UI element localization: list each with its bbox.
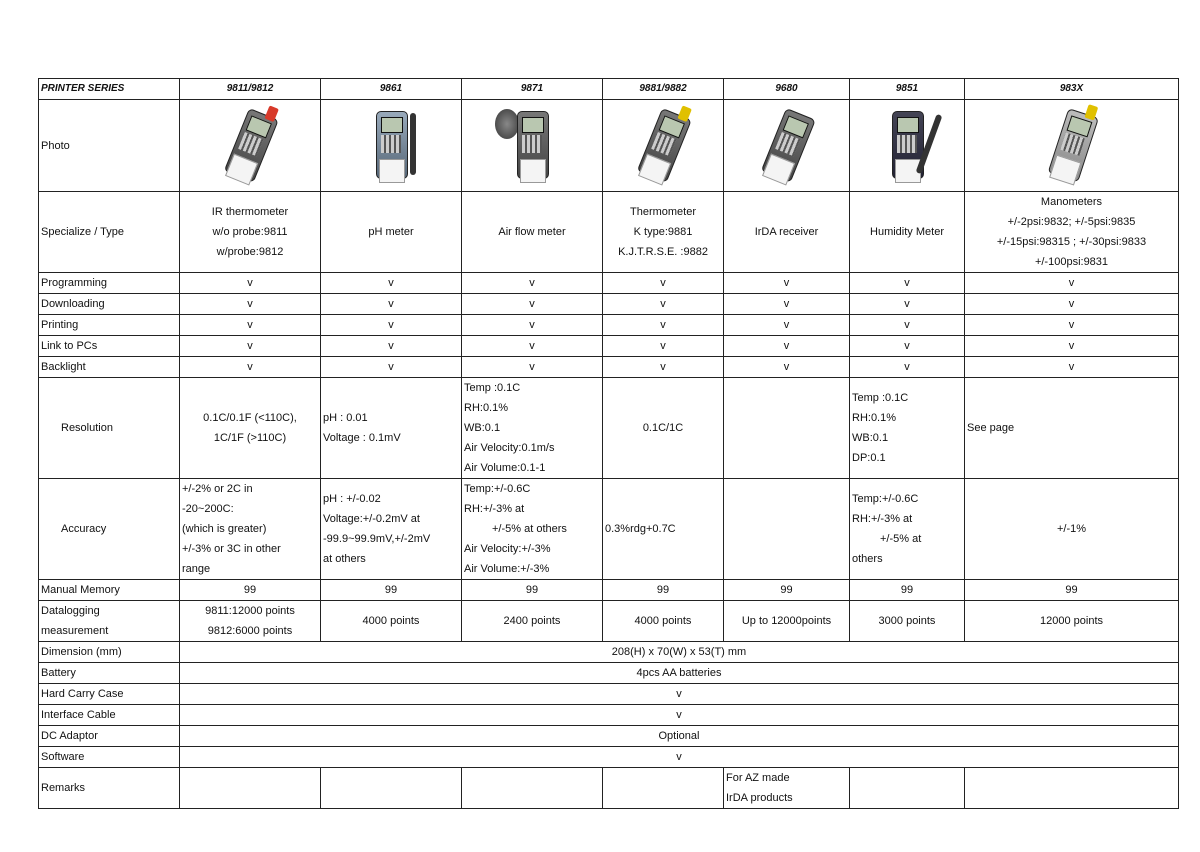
specialize-cell-2: pH meter: [321, 192, 462, 273]
feature-value: v: [965, 357, 1179, 378]
feature-row: [39, 315, 1179, 336]
specialize-label: Specialize / Type: [39, 192, 180, 273]
accuracy-cell-1: +/-2% or 2C in -20~200C: (which is greater) +/-3% or 3C in other range: [180, 479, 321, 580]
model-header-1: 9811/9812: [180, 79, 321, 100]
header-row: [39, 79, 1179, 100]
thermometer-printer-image: [627, 101, 699, 191]
accuracy-row: [39, 479, 1179, 580]
common-row-label: Software: [39, 747, 180, 768]
photo-cell-7: [965, 100, 1179, 192]
feature-value: v: [321, 336, 462, 357]
feature-value: v: [180, 294, 321, 315]
feature-value: v: [180, 273, 321, 294]
feature-label: Backlight: [39, 357, 180, 378]
model-header-5: 9680: [724, 79, 850, 100]
common-row-label: Hard Carry Case: [39, 684, 180, 705]
remarks-cell-1: [180, 768, 321, 809]
feature-label: Downloading: [39, 294, 180, 315]
irda-receiver-printer-image: [751, 101, 823, 191]
feature-value: v: [724, 273, 850, 294]
datalogging-value: 4000 points: [321, 601, 462, 642]
resolution-label: Resolution: [39, 378, 180, 479]
feature-row: [39, 273, 1179, 294]
feature-value: v: [724, 357, 850, 378]
remarks-cell-2: [321, 768, 462, 809]
feature-row: [39, 294, 1179, 315]
remarks-cell-7: [965, 768, 1179, 809]
accuracy-cell-3: Temp:+/-0.6C RH:+/-3% at +/-5% at others Air Velocity:+/-3% Air Volume:+/-3%: [462, 479, 603, 580]
datalogging-row: [39, 601, 1179, 642]
common-row-value: v: [180, 684, 1179, 705]
resolution-cell-6: Temp :0.1C RH:0.1% WB:0.1 DP:0.1: [850, 378, 965, 479]
feature-value: v: [321, 357, 462, 378]
accuracy-cell-7: +/-1%: [965, 479, 1179, 580]
accuracy-cell-6: Temp:+/-0.6C RH:+/-3% at +/-5% at others: [850, 479, 965, 580]
photo-label: Photo: [39, 100, 180, 192]
photo-cell-1: [180, 100, 321, 192]
specialize-row: [39, 192, 1179, 273]
manual-memory-value: 99: [462, 580, 603, 601]
manual-memory-label: Manual Memory: [39, 580, 180, 601]
accuracy-cell-2: pH : +/-0.02 Voltage:+/-0.2mV at -99.9~99.9mV,+/-2mV at others: [321, 479, 462, 580]
manual-memory-value: 99: [603, 580, 724, 601]
model-header-2: 9861: [321, 79, 462, 100]
common-row-value: Optional: [180, 726, 1179, 747]
manual-memory-value: 99: [180, 580, 321, 601]
feature-value: v: [850, 273, 965, 294]
feature-value: v: [603, 315, 724, 336]
feature-value: v: [462, 336, 603, 357]
common-row-label: Interface Cable: [39, 705, 180, 726]
feature-value: v: [462, 357, 603, 378]
feature-value: v: [180, 315, 321, 336]
resolution-cell-1: 0.1C/0.1F (<110C), 1C/1F (>110C): [180, 378, 321, 479]
datalogging-value: 4000 points: [603, 601, 724, 642]
model-header-7: 983X: [965, 79, 1179, 100]
photo-cell-4: [603, 100, 724, 192]
model-header-4: 9881/9882: [603, 79, 724, 100]
feature-value: v: [180, 336, 321, 357]
datalogging-value: 2400 points: [462, 601, 603, 642]
resolution-cell-4: 0.1C/1C: [603, 378, 724, 479]
resolution-row: [39, 378, 1179, 479]
manual-memory-value: 99: [724, 580, 850, 601]
feature-value: v: [724, 294, 850, 315]
accuracy-cell-4: 0.3%rdg+0.7C: [603, 479, 724, 580]
spec-table: [38, 78, 1179, 809]
datalogging-value: 3000 points: [850, 601, 965, 642]
feature-value: v: [965, 315, 1179, 336]
feature-value: v: [603, 294, 724, 315]
feature-value: v: [462, 273, 603, 294]
feature-label: Programming: [39, 273, 180, 294]
manual-memory-row: [39, 580, 1179, 601]
feature-value: v: [850, 357, 965, 378]
model-header-6: 9851: [850, 79, 965, 100]
feature-value: v: [321, 273, 462, 294]
datalogging-label: Datalogging measurement: [39, 601, 180, 642]
photo-cell-3: [462, 100, 603, 192]
common-row: [39, 726, 1179, 747]
feature-row: [39, 336, 1179, 357]
common-row-label: Battery: [39, 663, 180, 684]
resolution-cell-3: Temp :0.1C RH:0.1% WB:0.1 Air Velocity:0.1m/s Air Volume:0.1-1: [462, 378, 603, 479]
resolution-cell-7: See page: [965, 378, 1179, 479]
specialize-cell-7: Manometers +/-2psi:9832; +/-5psi:9835 +/-15psi:98315 ; +/-30psi:9833 +/-100psi:9831: [965, 192, 1179, 273]
common-row-value: 208(H) x 70(W) x 53(T) mm: [180, 642, 1179, 663]
feature-value: v: [850, 315, 965, 336]
manual-memory-value: 99: [321, 580, 462, 601]
remarks-cell-4: [603, 768, 724, 809]
specialize-cell-3: Air flow meter: [462, 192, 603, 273]
accuracy-label: Accuracy: [39, 479, 180, 580]
feature-value: v: [724, 315, 850, 336]
feature-value: v: [965, 273, 1179, 294]
photo-row: [39, 100, 1179, 192]
datalogging-value: 12000 points: [965, 601, 1179, 642]
specialize-cell-6: Humidity Meter: [850, 192, 965, 273]
manual-memory-value: 99: [850, 580, 965, 601]
common-row-label: DC Adaptor: [39, 726, 180, 747]
specialize-cell-5: IrDA receiver: [724, 192, 850, 273]
common-row-value: v: [180, 747, 1179, 768]
remarks-row: [39, 768, 1179, 809]
feature-value: v: [724, 336, 850, 357]
feature-value: v: [850, 336, 965, 357]
feature-value: v: [965, 294, 1179, 315]
feature-value: v: [462, 315, 603, 336]
feature-label: Printing: [39, 315, 180, 336]
photo-cell-2: [321, 100, 462, 192]
common-row: [39, 705, 1179, 726]
common-row: [39, 684, 1179, 705]
resolution-cell-2: pH : 0.01 Voltage : 0.1mV: [321, 378, 462, 479]
feature-value: v: [462, 294, 603, 315]
air-flow-meter-printer-image: [509, 107, 555, 185]
common-row-value: v: [180, 705, 1179, 726]
feature-value: v: [321, 294, 462, 315]
remarks-cell-3: [462, 768, 603, 809]
feature-value: v: [603, 336, 724, 357]
common-row-value: 4pcs AA batteries: [180, 663, 1179, 684]
feature-value: v: [321, 315, 462, 336]
feature-value: v: [965, 336, 1179, 357]
specialize-cell-4: Thermometer K type:9881 K.J.T.R.S.E. :9882: [603, 192, 724, 273]
series-header: PRINTER SERIES: [39, 79, 180, 100]
photo-cell-5: [724, 100, 850, 192]
feature-label: Link to PCs: [39, 336, 180, 357]
common-row: [39, 663, 1179, 684]
model-header-3: 9871: [462, 79, 603, 100]
ph-meter-printer-image: [368, 107, 414, 185]
specialize-cell-1: IR thermometer w/o probe:9811 w/probe:9812: [180, 192, 321, 273]
datalogging-cell-1: 9811:12000 points 9812:6000 points: [180, 601, 321, 642]
feature-value: v: [603, 357, 724, 378]
feature-row: [39, 357, 1179, 378]
manometer-printer-image: [1038, 101, 1106, 189]
photo-cell-6: [850, 100, 965, 192]
common-row-label: Dimension (mm): [39, 642, 180, 663]
resolution-cell-5: [724, 378, 850, 479]
common-row: [39, 642, 1179, 663]
remarks-cell-6: [850, 768, 965, 809]
remarks-label: Remarks: [39, 768, 180, 809]
ir-thermometer-printer-image: [214, 101, 286, 191]
common-row: [39, 747, 1179, 768]
accuracy-cell-5: [724, 479, 850, 580]
feature-value: v: [180, 357, 321, 378]
humidity-meter-printer-image: [884, 107, 930, 185]
feature-value: v: [850, 294, 965, 315]
feature-value: v: [603, 273, 724, 294]
manual-memory-value: 99: [965, 580, 1179, 601]
datalogging-value: Up to 12000points: [724, 601, 850, 642]
remarks-cell-5: For AZ made IrDA products: [724, 768, 850, 809]
